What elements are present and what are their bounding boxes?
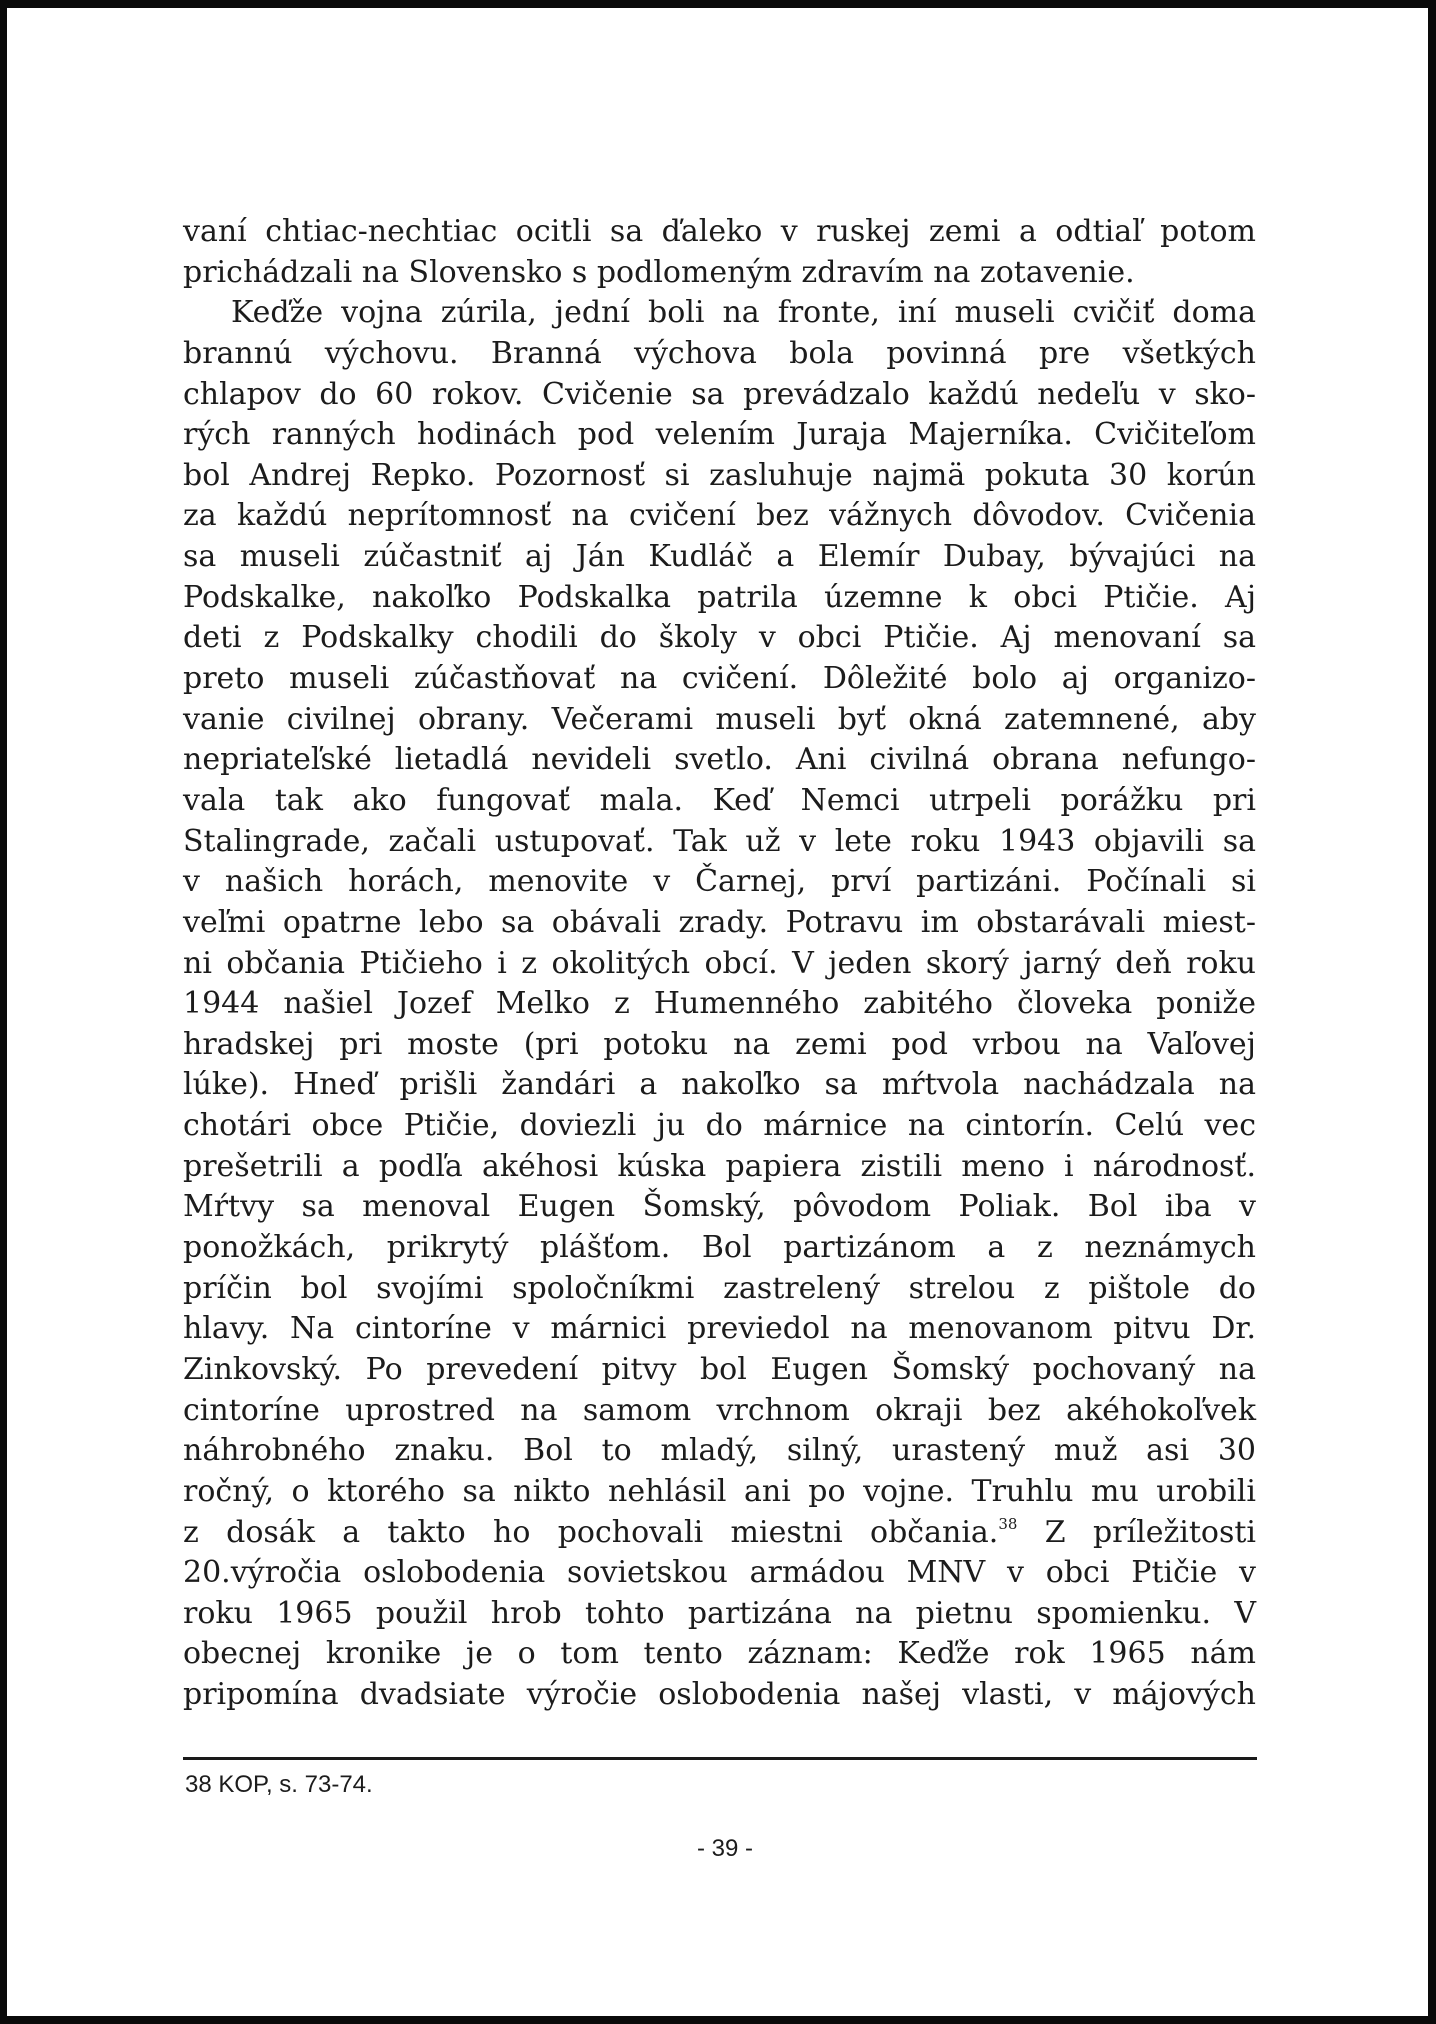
text-segment: z dosák a takto ho pochovali miestni občania. — [183, 1514, 999, 1550]
text-line: vaní chtiac-nechtiac ocitli sa ďaleko v ruskej zemi a odtiaľ potom — [183, 214, 1256, 249]
text-line: bol Andrej Repko. Pozornosť si zasluhuje najmä pokuta 30 korún — [183, 457, 1256, 493]
text-line: preto museli zúčastňovať na cvičení. Dôležité bolo aj organizo- — [183, 661, 1256, 697]
text-line-with-footnote-ref — [183, 1513, 1256, 1554]
text-line: Stalingrade, začali ustupovať. Tak už v lete roku 1943 objavili sa — [183, 823, 1256, 859]
text-line: ponožkách, prikrytý plášťom. Bol partizánom a z neznámych — [183, 1230, 1256, 1266]
text-line: pripomína dvadsiate výročie oslobodenia našej vlasti, v májových — [183, 1677, 1256, 1713]
text-line: Mŕtvy sa menoval Eugen Šomský, pôvodom Poliak. Bol iba v — [183, 1189, 1256, 1225]
text-line: 20.výročia oslobodenia sovietskou armádou MNV v obci Ptičie v — [183, 1555, 1256, 1591]
text-line: hlavy. Na cintoríne v márnici previedol na menovanom pitvu Dr. — [183, 1311, 1256, 1347]
text-segment: Z príležitosti — [1017, 1514, 1257, 1550]
text-line: prešetrili a podľa akéhosi kúska papiera zistili meno i národnosť. — [183, 1148, 1256, 1184]
text-line: Zinkovský. Po prevedení pitvy bol Eugen Šomský pochovaný na — [183, 1351, 1256, 1387]
text-line: hradskej pri moste (pri potoku na zemi pod vrbou na Vaľovej — [183, 1026, 1256, 1062]
text-line: chotári obce Ptičie, doviezli ju do márnice na cintorín. Celú vec — [183, 1108, 1256, 1144]
text-line: obecnej kronike je o tom tento záznam: Keďže rok 1965 nám — [183, 1636, 1256, 1672]
text-line: rých ranných hodinách pod velením Juraja Majerníka. Cvičiteľom — [183, 417, 1256, 453]
text-line: Podskalke, nakoľko Podskalka patrila územne k obci Ptičie. Aj — [183, 579, 1256, 615]
text-line: deti z Podskalky chodili do školy v obci Ptičie. Aj menovaní sa — [183, 620, 1256, 656]
text-line: roku 1965 použil hrob tohto partizána na pietnu spomienku. V — [183, 1595, 1256, 1631]
text-line: vala tak ako fungovať mala. Keď Nemci utrpeli porážku pri — [183, 782, 1256, 818]
text-line: lúke). Hneď prišli žandári a nakoľko sa mŕtvola nachádzala na — [183, 1067, 1256, 1103]
text-line: ročný, o ktorého sa nikto nehlásil ani po vojne. Truhlu mu urobili — [183, 1473, 1256, 1509]
text-line: 1944 našiel Jozef Melko z Humenného zabitého človeka poniže — [183, 986, 1256, 1022]
text-line: sa museli zúčastniť aj Ján Kudláč a Elemír Dubay, bývajúci na — [183, 539, 1256, 575]
text-line: v našich horách, menovite v Čarnej, prví partizáni. Počínali si — [183, 864, 1256, 900]
text-line: brannú výchovu. Branná výchova bola povinná pre všetkých — [183, 335, 1256, 371]
footnote: 38 KOP, s. 73-74. — [185, 1771, 373, 1798]
body-text — [183, 212, 1256, 1716]
text-line: za každú neprítomnosť na cvičení bez vážnych dôvodov. Cvičenia — [183, 498, 1256, 534]
text-line: veľmi opatrne lebo sa obávali zrady. Potravu im obstarávali miest- — [183, 904, 1256, 940]
text-line: chlapov do 60 rokov. Cvičenie sa prevádzalo každú nedeľu v sko- — [183, 376, 1256, 412]
text-line: prichádzali na Slovensko s podlomeným zdravím na zotavenie. — [183, 254, 1135, 290]
text-line: vanie civilnej obrany. Večerami museli byť okná zatemnené, aby — [183, 701, 1256, 737]
text-line: cintoríne uprostred na samom vrchnom okraji bez akéhokoľvek — [183, 1392, 1256, 1428]
footnote-divider — [183, 1757, 1257, 1760]
page-number: - 39 - — [696, 1835, 753, 1862]
text-line: nepriateľské lietadlá nevideli svetlo. Ani civilná obrana nefungo- — [183, 742, 1256, 778]
paragraph-first-line: Keďže vojna zúrila, jední boli na fronte, iní museli cvičiť doma — [231, 295, 1256, 331]
text-line: príčin bol svojími spoločníkmi zastrelený strelou z pištole do — [183, 1270, 1256, 1306]
text-line: ni občania Ptičieho i z okolitých obcí. V jeden skorý jarný deň roku — [183, 945, 1256, 981]
footnote-reference: 38 — [998, 1514, 1018, 1533]
text-line: náhrobného znaku. Bol to mladý, silný, urastený muž asi 30 — [183, 1433, 1256, 1469]
